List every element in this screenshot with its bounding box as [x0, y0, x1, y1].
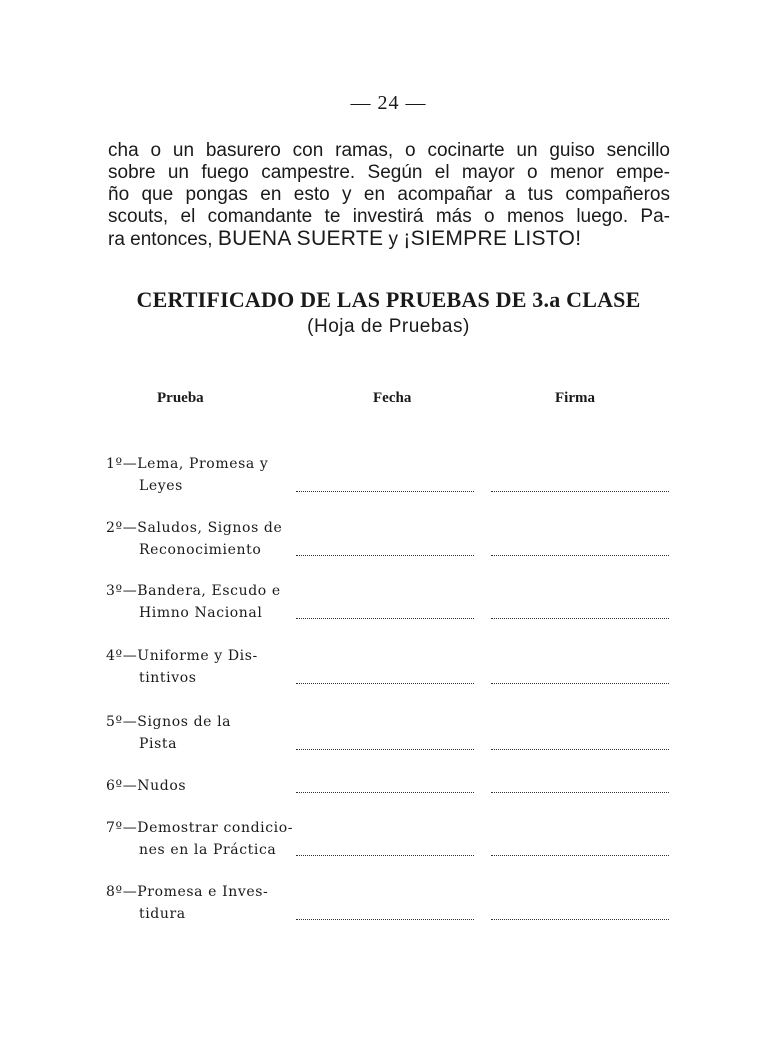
test-row-6 [106, 778, 676, 824]
test-row-7 [106, 820, 676, 866]
fecha-signature-line[interactable] [296, 491, 474, 492]
paragraph-line: cha o un basurero con ramas, o cocinarte un guiso sencillo [108, 140, 670, 161]
test-label: 8º—Promesa e Inves- [106, 884, 269, 900]
column-header-firma: Firma [555, 390, 595, 406]
paragraph-text: y [383, 229, 404, 250]
test-row-2 [106, 520, 676, 566]
firma-signature-line[interactable] [491, 618, 669, 619]
test-label-continued: Leyes [139, 478, 183, 494]
firma-signature-line[interactable] [491, 855, 669, 856]
test-label-continued: nes en la Práctica [139, 842, 277, 858]
siempre-listo-text: ¡SIEMPRE LISTO! [403, 227, 582, 250]
paragraph-line: ño que pongas en esto y en acompañar a tus compañeros [108, 184, 670, 205]
test-label-continued: tidura [139, 906, 186, 922]
intro-paragraph [108, 140, 670, 251]
fecha-signature-line[interactable] [296, 618, 474, 619]
test-label-continued: Reconocimiento [139, 542, 262, 558]
column-header-prueba: Prueba [157, 390, 204, 406]
test-label: 7º—Demostrar condicio- [106, 820, 294, 836]
fecha-signature-line[interactable] [296, 919, 474, 920]
paragraph-text: ra entonces, [108, 229, 218, 250]
paragraph-line: scouts, el comandante te investirá más o menos luego. Pa- [108, 206, 670, 227]
paragraph-last-line [108, 228, 670, 251]
firma-signature-line[interactable] [491, 919, 669, 920]
fecha-signature-line[interactable] [296, 792, 474, 793]
test-label-continued: Pista [139, 736, 178, 752]
firma-signature-line[interactable] [491, 491, 669, 492]
fecha-signature-line[interactable] [296, 555, 474, 556]
paragraph-line: sobre un fuego campestre. Según el mayor o menor empe- [108, 162, 670, 183]
test-row-8 [106, 884, 676, 930]
test-label-continued: tintivos [139, 670, 197, 686]
test-row-3 [106, 583, 676, 629]
firma-signature-line[interactable] [491, 555, 669, 556]
fecha-signature-line[interactable] [296, 749, 474, 750]
fecha-signature-line[interactable] [296, 855, 474, 856]
firma-signature-line[interactable] [491, 683, 669, 684]
test-row-4 [106, 648, 676, 694]
fecha-signature-line[interactable] [296, 683, 474, 684]
test-label: 3º—Bandera, Escudo e [106, 583, 281, 599]
test-row-1 [106, 456, 676, 502]
test-label: 4º—Uniforme y Dis- [106, 648, 258, 664]
test-label: 6º—Nudos [106, 778, 187, 794]
certificate-subtitle: (Hoja de Pruebas) [307, 316, 470, 337]
page-number: — 24 — [350, 92, 427, 114]
buena-suerte-text: BUENA SUERTE [217, 227, 384, 250]
certificate-title: CERTIFICADO DE LAS PRUEBAS DE 3.a CLASE [136, 287, 641, 312]
firma-signature-line[interactable] [491, 792, 669, 793]
firma-signature-line[interactable] [491, 749, 669, 750]
column-header-fecha: Fecha [373, 390, 412, 406]
test-label: 2º—Saludos, Signos de [106, 520, 283, 536]
test-row-5 [106, 714, 676, 760]
test-label: 1º—Lema, Promesa y [106, 456, 269, 472]
test-label: 5º—Signos de la [106, 714, 232, 730]
test-label-continued: Himno Nacional [139, 605, 263, 621]
